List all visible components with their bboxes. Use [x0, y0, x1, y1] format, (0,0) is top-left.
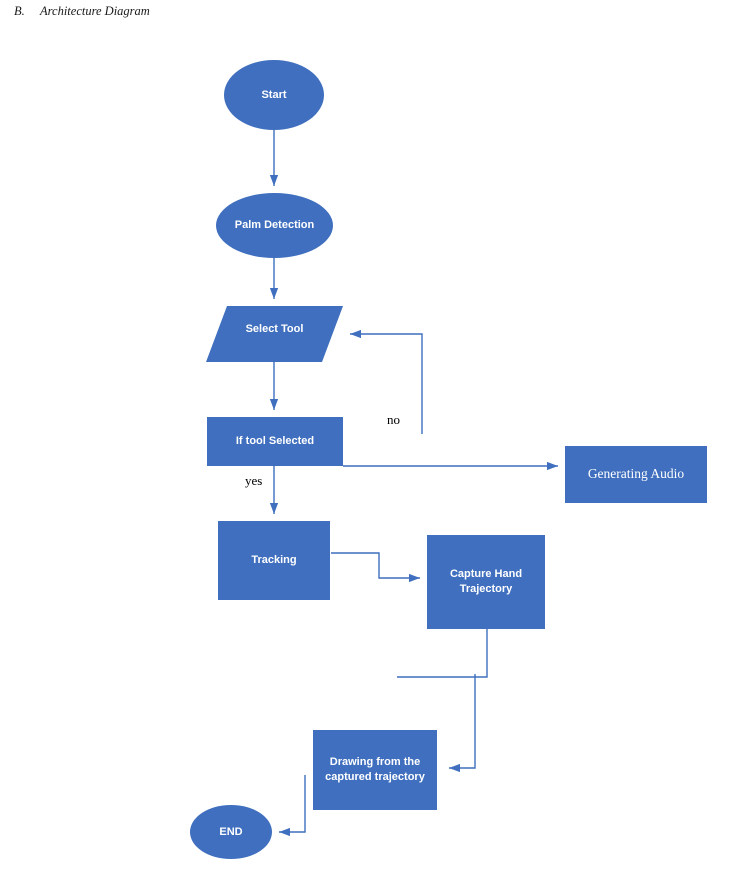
edge-label-yes: yes [245, 473, 263, 488]
edge-capture-to-drawing [397, 629, 487, 677]
node-label-capture-hand-trajectory: Capture Hand Trajectory [449, 568, 523, 595]
node-label-tracking: Tracking [251, 554, 297, 567]
node-tracking [218, 521, 330, 600]
node-label-end: END [219, 825, 243, 838]
node-end [190, 805, 272, 859]
node-select-tool [206, 306, 343, 362]
node-label-drawing-from-captured-trajectory: Drawing from the captured trajectory [325, 756, 425, 783]
node-drawing-from-captured-trajectory [313, 730, 437, 810]
node-start [224, 60, 324, 130]
edge-tracking-to-capture [331, 553, 420, 578]
node-label-select-tool: Select Tool [245, 322, 304, 335]
edge-drawing-to-end [279, 775, 305, 832]
section-number: B. [14, 4, 25, 18]
node-label-generating-audio: Generating Audio [587, 466, 685, 482]
node-label-if-tool-selected: If tool Selected [235, 435, 315, 448]
node-capture-hand-trajectory [427, 535, 545, 629]
section-title: Architecture Diagram [40, 4, 150, 18]
node-palm-detection [216, 193, 333, 258]
edge-capture-to-drawing-arrow [449, 674, 475, 768]
node-generating-audio [565, 446, 707, 503]
node-label-palm-detection: Palm Detection [234, 219, 315, 232]
node-if-tool-selected [207, 417, 343, 466]
node-label-start: Start [261, 88, 287, 101]
edge-label-no: no [387, 412, 400, 427]
edge-if-tool-no-loop [350, 334, 422, 434]
